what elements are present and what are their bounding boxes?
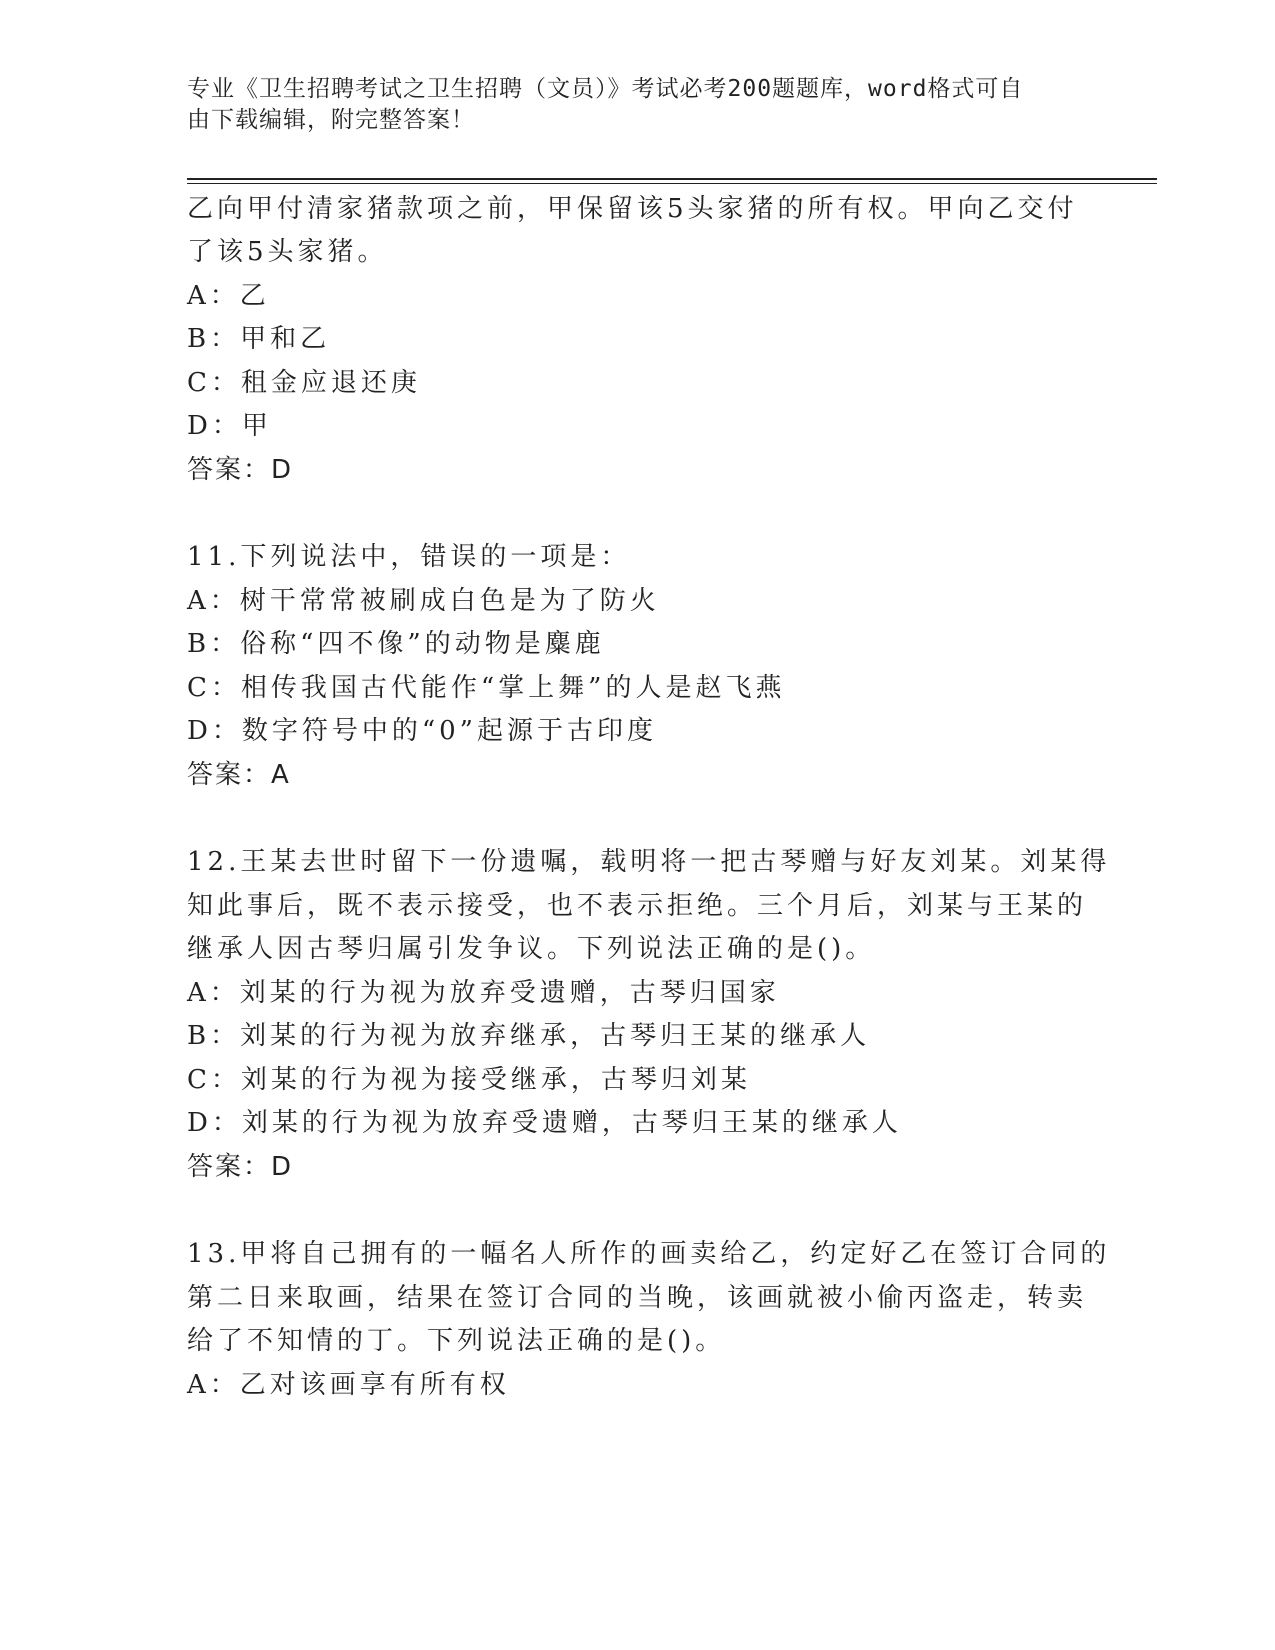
q11-stem-line-1: 11.下列说法中，错误的一项是：	[187, 542, 631, 572]
q12-option-b: B：刘某的行为视为放弃继承，古琴归王某的继承人	[187, 1021, 871, 1051]
q10-option-b: B：甲和乙	[187, 324, 331, 354]
q12-option-d: D：刘某的行为视为放弃受遗赠，古琴归王某的继承人	[187, 1108, 902, 1138]
header-divider-thin	[187, 183, 1157, 184]
q11-option-d: D：数字符号中的“0”起源于古印度	[187, 716, 657, 746]
q12-option-a: A：刘某的行为视为放弃受遗赠，古琴归国家	[187, 978, 780, 1008]
q10-option-a: A：乙	[187, 281, 270, 311]
q12-option-c: C：刘某的行为视为接受继承，古琴归刘某	[187, 1065, 751, 1095]
q10-option-d: D：甲	[187, 411, 272, 441]
q11-option-c: C：相传我国古代能作“掌上舞”的人是赵飞燕	[187, 673, 786, 703]
q11-option-b: B：俗称“四不像”的动物是麋鹿	[187, 629, 605, 659]
q10-answer: 答案：D	[187, 455, 294, 485]
q13-stem-line-2: 第二日来取画，结果在签订合同的当晚，该画就被小偷丙盗走，转卖	[187, 1283, 1088, 1313]
q12-stem-line-2: 知此事后，既不表示接受，也不表示拒绝。三个月后，刘某与王某的	[187, 891, 1088, 921]
q13-stem-line-3: 给了不知情的丁。下列说法正确的是()。	[187, 1326, 726, 1356]
q12-stem-line-1: 12.王某去世时留下一份遗嘱，载明将一把古琴赠与好友刘某。刘某得	[187, 847, 1111, 877]
q13-option-a: A：乙对该画享有所有权	[187, 1370, 510, 1400]
q10-stem-line-2: 了该5头家猪。	[187, 237, 388, 267]
q10-option-c: C：租金应退还庚	[187, 368, 421, 398]
q11-option-a: A：树干常常被刷成白色是为了防火	[187, 586, 660, 616]
q12-stem-line-3: 继承人因古琴归属引发争议。下列说法正确的是()。	[187, 934, 876, 964]
header-line-2: 由下载编辑，附完整答案！	[187, 107, 475, 133]
q13-stem-line-1: 13.甲将自己拥有的一幅名人所作的画卖给乙，约定好乙在签订合同的	[187, 1239, 1111, 1269]
header-line-1: 专业《卫生招聘考试之卫生招聘（文员）》考试必考200题题库，word格式可自	[187, 76, 1024, 102]
q12-answer: 答案：D	[187, 1152, 294, 1182]
q11-answer: 答案：A	[187, 760, 291, 790]
q10-stem-line-1: 乙向甲付清家猪款项之前，甲保留该5头家猪的所有权。甲向乙交付	[187, 194, 1078, 224]
header-divider-thick	[187, 178, 1157, 180]
document-header	[187, 74, 1077, 136]
